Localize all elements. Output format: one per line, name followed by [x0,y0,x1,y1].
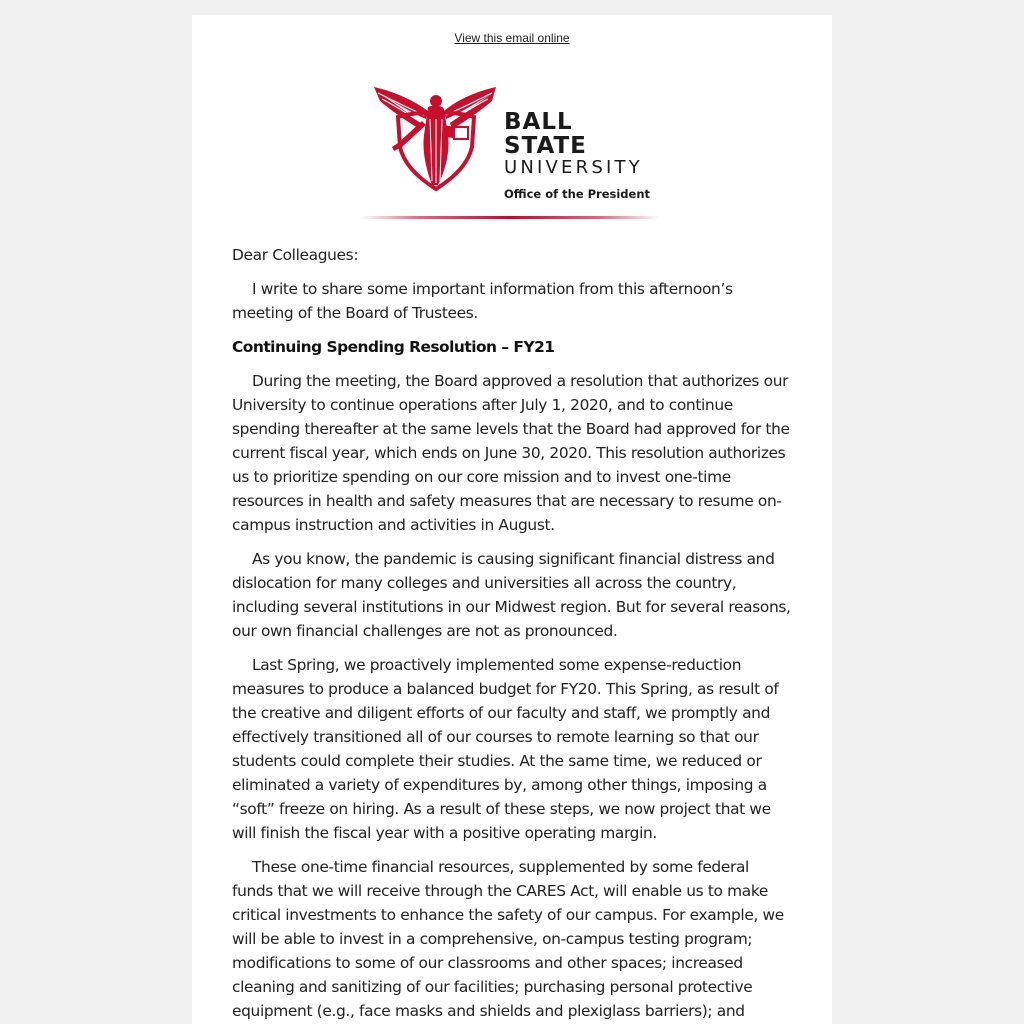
view-email-online-link[interactable]: View this email online [454,31,570,45]
brand-name: BALL STATE [504,109,587,159]
university-wordmark [504,110,662,201]
header-divider [360,216,660,219]
view-online-bar [192,31,832,45]
intro-paragraph: I write to share some important information from this afternoon’s meeting of the Board of Trustees. [232,280,733,322]
brand-subname: UNIVERSITY [504,157,643,178]
greeting: Dear Colleagues: [232,246,359,264]
body-paragraph: Last Spring, we proactively implemented some expense-reduction measures to produce a balanced budget for FY20. This Spring, as result of the creative and diligent efforts of our faculty and staff, we promptly and effectively transitioned all of our courses to remote learning so that our students could complete their studies. At the same time, we reduced or eliminated a variety of expenditures by, among other things, imposing a “soft” freeze on hiring. As a result of these steps, we now project that we will finish the fiscal year with a positive operating margin. [232,656,779,842]
body-paragraph: These one-time financial resources, supplemented by some federal funds that we will receive through the CARES Act, will enable us to make critical investments to enhance the safety of our campus. For example, we will be able to invest in a comprehensive, on-campus testing program; modifications to some of our classrooms and other spaces; increased cleaning and sanitizing of our facilities; purchasing personal protective equipment (e.g., face masks and shields and plexiglass barriers); and [232,858,784,1020]
body-paragraph: As you know, the pandemic is causing significant financial distress and dislocation for many colleges and universities all across the country, including several institutions in our Midwest region. But for several reasons, our own financial challenges are not as pronounced. [232,550,791,640]
cardinal-seal-icon [372,85,500,191]
email-body [232,243,794,1024]
body-paragraph: During the meeting, the Board approved a resolution that authorizes our University to continue operations after July 1, 2020, and to continue spending thereafter at the same levels that the Board had approved for the current fiscal year, which ends on June 30, 2020. This resolution authorizes us to prioritize spending on our core mission and to invest one-time resources in health and safety measures that are necessary to resume on-campus instruction and activities in August. [232,372,790,534]
section-heading: Continuing Spending Resolution – FY21 [232,338,555,356]
email-card [192,15,832,1024]
ball-state-header-logo [372,85,662,201]
office-name: Office of the President [504,187,651,201]
